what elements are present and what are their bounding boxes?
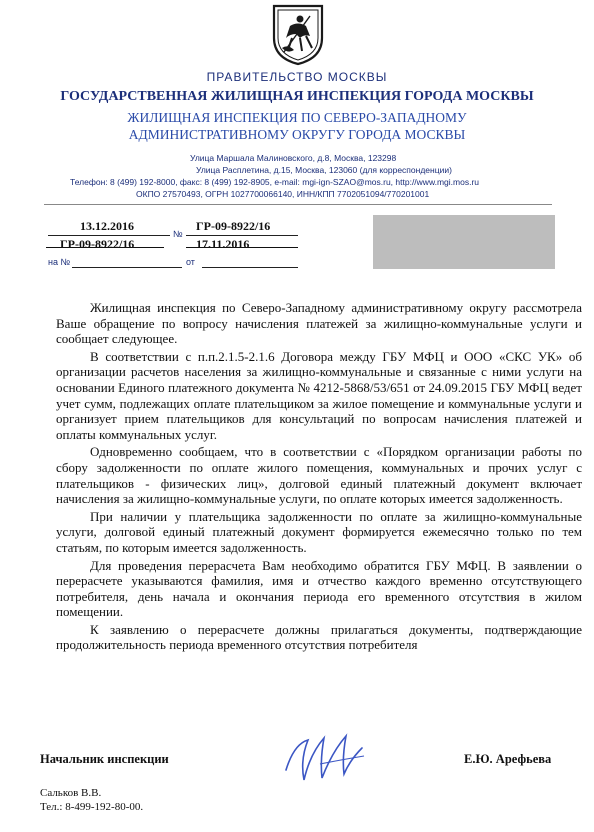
department-line1: ЖИЛИЩНАЯ ИНСПЕКЦИЯ ПО СЕВЕРО-ЗАПАДНОМУ xyxy=(127,110,467,125)
inspection-title: ГОСУДАРСТВЕННАЯ ЖИЛИЩНАЯ ИНСПЕКЦИЯ ГОРОДА МОСКВЫ xyxy=(60,89,534,104)
incoming-number: ГР-09-8922/16 xyxy=(60,237,135,251)
signatory-name: Е.Ю. Арефьева xyxy=(464,752,552,766)
moscow-coat-of-arms-icon xyxy=(270,4,326,66)
outgoing-date: 13.12.2016 xyxy=(80,219,134,233)
body-paragraph: К заявлению о перерасчете должны прилагаться документы, подтверждающие продолжительность периода временного отсутствия потребителя xyxy=(56,621,582,653)
body-paragraph: Одновременно сообщаем, что в соответствии с «Порядком организации работы по сбору задолженности по оплате жилого помещения, коммунальных и прочих услуг с плательщиков - физических лиц», долговой единый платежный документ включает начисления за жилищно-коммунальные услуги, по оплате которых имеется задолженность. xyxy=(56,444,582,507)
ot-label: от xyxy=(186,257,195,267)
number-sign-label: № xyxy=(173,229,183,239)
contacts-line: Телефон: 8 (499) 192-8000, факс: 8 (499) 192-8905, e-mail: mgi-ign-SZAO@mos.ru, http://www.mgi.mos.ru xyxy=(70,177,480,187)
na-underline xyxy=(72,267,182,268)
redacted-recipient-block xyxy=(373,215,555,269)
codes-line: ОКПО 27570493, ОГРН 1027700066140, ИНН/КПП 7702051094/770201001 xyxy=(136,189,430,199)
signatory-position: Начальник инспекции xyxy=(40,752,169,766)
body-paragraph: При наличии у плательщика задолженности по оплате за жилищно-коммунальные услуги, долговой единый платежный документ формируется ежемесячно только по тем статьям, по которым имеется задолженность. xyxy=(56,508,582,555)
ot-underline xyxy=(202,267,298,268)
body-paragraph: Жилищная инспекция по Северо-Западному административному округу рассмотрела Ваше обращение по вопросу начисления платежей за жилищно-коммунальные услуги и сообщает следующее. xyxy=(56,300,582,347)
number-underline xyxy=(186,235,298,236)
executor-phone: Тел.: 8-499-192-80-00. xyxy=(40,801,144,813)
strike-line xyxy=(46,247,164,248)
incoming-date: 17.11.2016 xyxy=(196,237,250,251)
handwritten-signature-icon xyxy=(280,730,376,786)
department-line2: АДМИНИСТРАТИВНОМУ ОКРУГУ ГОРОДА МОСКВЫ xyxy=(128,127,466,142)
letter-body xyxy=(56,300,582,653)
outgoing-number: ГР-09-8922/16 xyxy=(196,219,271,233)
address-line1: Улица Маршала Малиновского, д.8, Москва, 123298 xyxy=(190,153,397,163)
government-title: ПРАВИТЕЛЬСТВО МОСКВЫ xyxy=(206,70,388,84)
date-underline xyxy=(48,235,170,236)
body-paragraph: В соответствии с п.п.2.1.5-2.1.6 Договора между ГБУ МФЦ и ООО «СКС УК» об организации расчетов населения за жилищно-коммунальные и связанные с ними услуги на основании Единого платежного документа № 4212-5868/53/651 от 24.09.2015 ГБУ МФЦ ведет учет сумм, подлежащих оплате плательщиком за жилое помещение и коммунальные услуги и организует прием плательщиков для консультаций по вопросам начисления платежей и оплаты коммунальных услуг. xyxy=(56,348,582,442)
na-number-label: на № xyxy=(48,257,71,267)
executor-name: Сальков В.В. xyxy=(40,787,102,799)
address-line2: Улица Расплетина, д.15, Москва, 123060 (для корреспонденции) xyxy=(196,165,452,175)
header-divider xyxy=(44,204,552,205)
body-paragraph: Для проведения перерасчета Вам необходимо обратится ГБУ МФЦ. В заявлении о перерасчете указываются фамилия, имя и отчество каждого временно отсутствующего потребителя, день начала и окончания периода его временного отсутствия в жилом помещении. xyxy=(56,557,582,620)
strike-line xyxy=(186,247,298,248)
